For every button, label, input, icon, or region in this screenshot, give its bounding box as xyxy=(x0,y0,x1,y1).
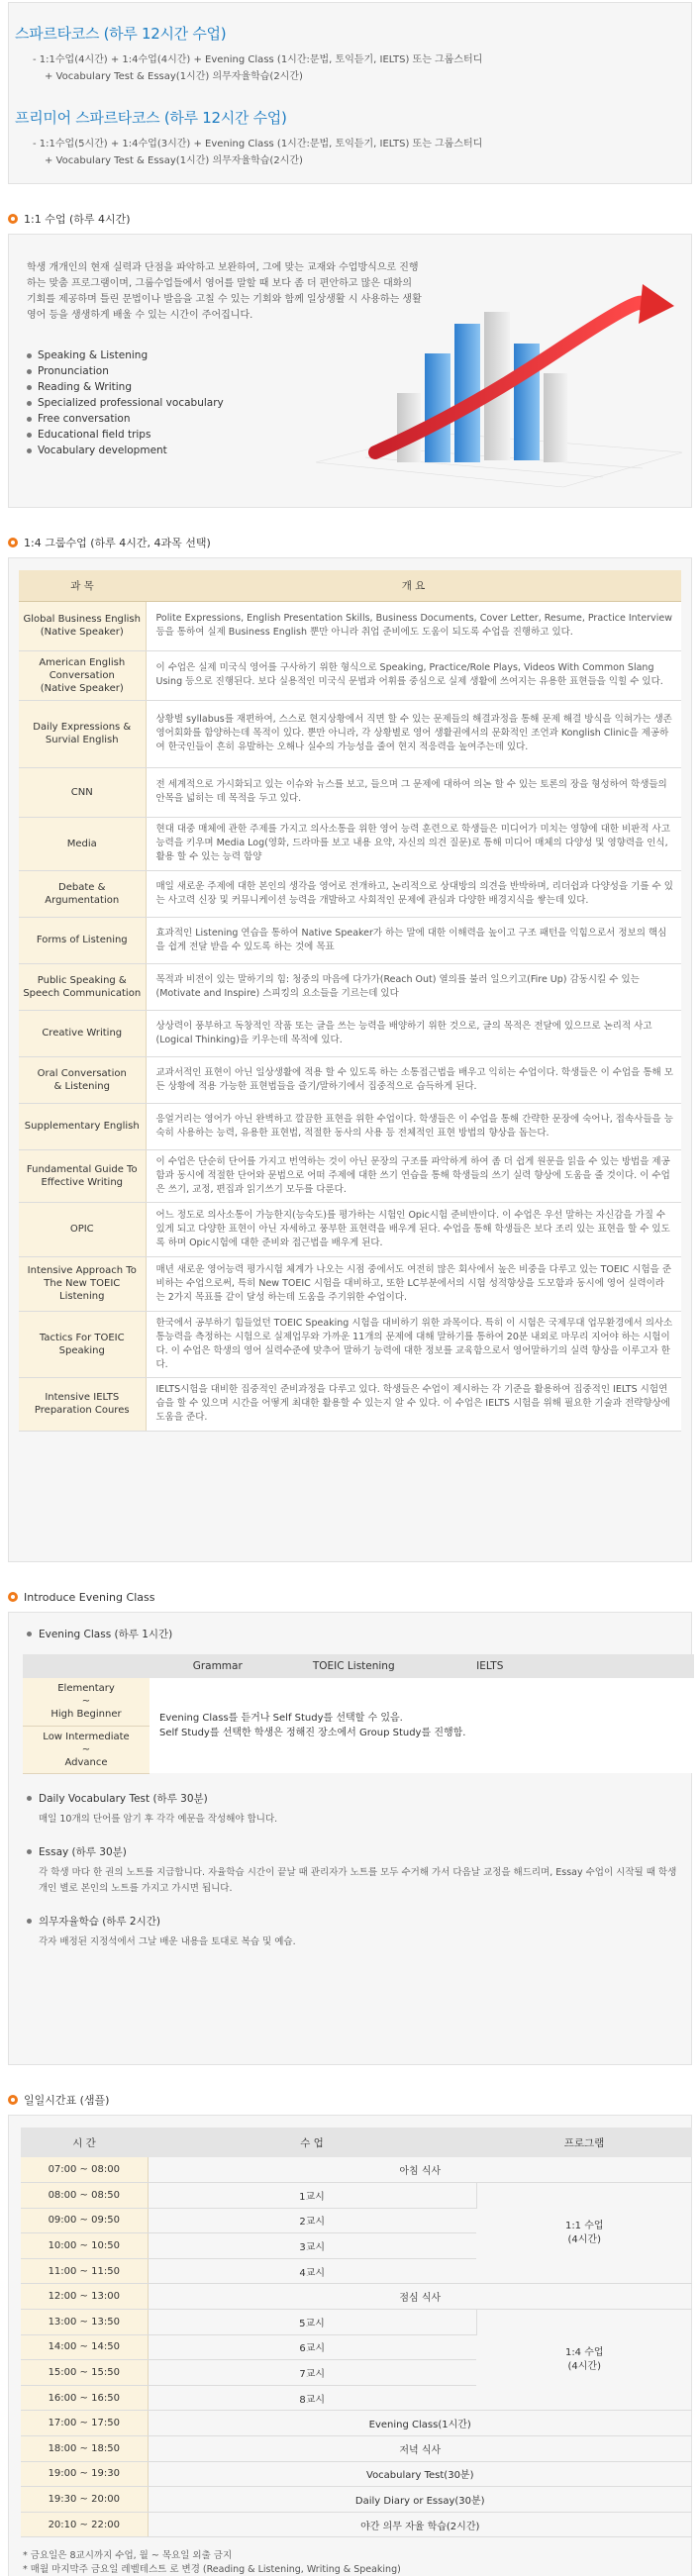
level-intermediate: Low Intermediate ~ Advance xyxy=(23,1726,150,1773)
table-row xyxy=(21,2461,692,2487)
timetable-notes xyxy=(21,2549,679,2576)
timetable-note: * 매월 마지막주 금요일 레벨테스트 로 변경 (Reading & Listening, Writing & Speaking) xyxy=(23,2564,401,2576)
table-row xyxy=(19,1010,681,1056)
time-cell: 12:00 ~ 13:00 xyxy=(21,2284,148,2310)
table-row xyxy=(21,2310,692,2335)
table-row xyxy=(19,817,681,870)
subject-cell: Public Speaking & Speech Communication xyxy=(19,963,146,1010)
premier-course-line-1: - 1:1수업(5시간) + 1:4수업(3시간) + Evening Class (1시간:문법, 토익듣기, IELTS) 또는 그룹스터디 xyxy=(33,139,483,149)
one-on-one-heading xyxy=(8,204,692,234)
course-summary-box xyxy=(8,2,692,184)
table-row xyxy=(21,2411,692,2436)
blank-column-header xyxy=(558,1654,695,1678)
one-on-one-box xyxy=(8,234,692,508)
program-column-header: 프로그램 xyxy=(476,2128,692,2157)
overview-cell: 교과서적인 표현이 아닌 일상생활에 적용 할 수 있도록 하는 소통접근법을 배우고 익히는 수업이다. 학생들은 이 수업을 통해 모든 상황에 적용 가능한 표현법들을 즐기/말하기에서 집중적으로 습득하게 된다. xyxy=(146,1056,681,1103)
class-column-header: 수 업 xyxy=(148,2128,476,2157)
table-row xyxy=(21,2183,692,2209)
table-row xyxy=(19,650,681,700)
time-cell: 19:30 ~ 20:00 xyxy=(21,2487,148,2513)
evening-item-title xyxy=(21,1911,679,1932)
subject-cell: CNN xyxy=(19,767,146,817)
bullet-icon xyxy=(8,2095,18,2105)
level-elementary: Elementary ~ High Beginner xyxy=(23,1678,150,1726)
timetable-box xyxy=(8,2115,692,2576)
evening-item xyxy=(21,1911,679,1950)
feature-label: Free conversation xyxy=(38,413,131,425)
subject-cell: Media xyxy=(19,817,146,870)
bullet-dot-icon xyxy=(27,1632,32,1636)
table-row xyxy=(21,2512,692,2537)
overview-cell: 어느 정도로 의사소통이 가능한지(능숙도)를 평가하는 시험인 Opic시험 준비반이다. 이 수업은 우선 말하는 자신감을 가질 수 있게 되고 다양한 표현이 아닌 자세하고 풍부한 표현력을 배우게 된다. 수업을 통해 학생들은 보다 조리 있는 표현을 할 수 있도록 하며 Opic시험에 대한 준비와 접근법을 배우게 된다. xyxy=(146,1202,681,1256)
class-cell: 저녁 식사 xyxy=(148,2436,692,2462)
subject-cell: Debate & Argumentation xyxy=(19,870,146,917)
subject-cell: Fundamental Guide To Effective Writing xyxy=(19,1149,146,1202)
one-on-one-heading-text: 1:1 수업 (하루 4시간) xyxy=(24,213,131,226)
bullet-icon xyxy=(8,538,18,547)
bullet-dot-icon xyxy=(27,385,32,390)
overview-cell: 응얼거리는 영어가 아닌 완벽하고 깔끔한 표현을 위한 수업이다. 학생들은 이 수업을 통해 간략한 문장에 숙어나, 접속사들을 능숙히 사용하는 능력, 유용한 표현법, 적절한 동사의 사용 등 전체적인 표현 방법의 향상을 돕는다. xyxy=(146,1103,681,1149)
time-cell: 08:00 ~ 08:50 xyxy=(21,2183,148,2209)
overview-cell: 상상력이 풍부하고 독창적인 작품 또는 글을 쓰는 능력을 배양하기 위한 것으로, 글의 목적은 전달에 있으므로 논리적 사고(Logical Thinking)을 키우는데 목적에 있다. xyxy=(146,1010,681,1056)
evening-item-body: 각자 배정된 지정석에서 그날 배운 내용을 토대로 복습 및 예습. xyxy=(39,1935,296,1947)
evening-class-heading xyxy=(8,1582,692,1612)
feature-label: Specialized professional vocabulary xyxy=(38,397,224,409)
time-cell: 15:00 ~ 15:50 xyxy=(21,2360,148,2386)
class-cell: 5교시 xyxy=(148,2310,476,2335)
bullet-dot-icon xyxy=(27,417,32,422)
class-cell: Vocabulary Test(30분) xyxy=(148,2461,692,2487)
timetable-table xyxy=(21,2128,692,2537)
evening-item-body: 각 학생 마다 한 권의 노트를 지급합니다. 자율학습 시간이 끝날 때 관리자가 노트를 모두 수거해 가서 다음날 교정을 해드리며, Essay 수업이 시작될 때 학생 개인 별로 본인의 노트를 가지고 가시면 됩니다. xyxy=(39,1866,677,1894)
bullet-dot-icon xyxy=(27,448,32,453)
evening-class-desc xyxy=(150,1678,694,1773)
class-cell: 1교시 xyxy=(148,2183,476,2209)
table-row xyxy=(19,1149,681,1202)
evening-item-body: 매일 10개의 단어를 암기 후 각각 예문을 작성해야 합니다. xyxy=(39,1813,278,1825)
table-row xyxy=(19,1256,681,1311)
overview-cell: 매년 새로운 영어능력 평가시험 체계가 나오는 시점 중에서도 여전히 많은 회사에서 높은 비중을 다루고 있는 TOEIC 시험을 준비하는 수업으로써, 특히 New TOEIC 시험을 대비하고, 또한 LC부분에서의 시험 성적향상을 도모함과 동시에 영어 실력이라는 2가지 목표를 같이 달성 하는데 도움을 주기위한 수업이다. xyxy=(146,1256,681,1311)
program-cell: 1:4 수업 (4시간) xyxy=(476,2310,692,2411)
subject-cell: Tactics For TOEIC Speaking xyxy=(19,1311,146,1377)
class-cell: 야간 의무 자율 학습(2시간) xyxy=(148,2512,692,2537)
one-on-one-intro: 학생 개개인의 현재 실력과 단점을 파악하고 보완하여, 그에 맞는 교재와 수업방식으로 진행하는 맞춤 프로그램이며, 그룹수업들에서 영어를 말할 때 보다 좀 더 편안하고 많은 대화의 기회를 제공하며 틀린 문법이나 발음을 고칠 수 있는 기회와 함께 일상생활 시 사용하는 생활 영어 등을 생생하게 배울 수 있는 시간이 주어집니다. xyxy=(27,262,422,321)
program-cell: 1:1 수업 (4시간) xyxy=(476,2183,692,2284)
class-cell: 아침 식사 xyxy=(148,2157,692,2183)
subject-cell: Daily Expressions & Survial English xyxy=(19,700,146,767)
subject-cell: Forms of Listening xyxy=(19,917,146,963)
time-cell: 13:00 ~ 13:50 xyxy=(21,2310,148,2335)
table-row xyxy=(19,1103,681,1149)
group-subjects-table xyxy=(19,570,681,1432)
time-cell: 11:00 ~ 11:50 xyxy=(21,2258,148,2284)
evening-item-title-text: Essay (하루 30분) xyxy=(39,1846,127,1858)
subject-cell: Oral Conversation & Listening xyxy=(19,1056,146,1103)
evening-item-title xyxy=(21,1788,679,1810)
overview-cell: IELTS시험을 대비한 집중적인 준비과정을 다루고 있다. 학생들은 수업이 제시하는 각 기준을 활용하여 집중적인 IELTS 시험연습을 할 수 있으며 시간을 어떻게 최대한 활용할 수 있는지 알 수 있다. 이 수업은 IELTS 시험을 위해 필요한 기술과 전략향상에 도움을 준다. xyxy=(146,1377,681,1431)
overview-cell: Polite Expressions, English Presentation Skills, Business Documents, Cover Letter, Resume, Practice Interview 등을 통하여 실제 Business English 뿐만 아니라 취업 준비에도 도움이 되도록 수업을 진행하고 있다. xyxy=(146,601,681,650)
bullet-icon xyxy=(8,1592,18,1602)
evening-item-title-text: Daily Vocabulary Test (하루 30분) xyxy=(39,1793,208,1805)
group-class-box xyxy=(8,557,692,1562)
overview-cell: 매일 새로운 주제에 대한 본인의 생각을 영어로 전개하고, 논리적으로 상대방의 의견을 반박하며, 리더쉽과 다양성을 기를 수 있는 사고력 신장 및 커뮤니케이션 능력을 개발하고 사회적인 문제에 관심과 다양한 배경지식을 쌓는데 있다. xyxy=(146,870,681,917)
evening-class-desc-1: Evening Class를 듣거나 Self Study를 선택할 수 있음. xyxy=(159,1713,403,1724)
feature-label: Reading & Writing xyxy=(38,381,132,393)
table-row xyxy=(21,2284,692,2310)
group-class-heading-text: 1:4 그룹수업 (하루 4시간, 4과목 선택) xyxy=(24,537,211,549)
sparta-course-line-1: - 1:1수업(4시간) + 1:4수업(4시간) + Evening Class (1시간:문법, 토익듣기, IELTS) 또는 그룹스터디 xyxy=(33,54,483,65)
timetable-heading xyxy=(8,2085,692,2115)
overview-cell: 현대 대중 매체에 관한 주제를 가지고 의사소통을 위한 영어 능력 훈련으로 학생들은 미디어가 미치는 영향에 대한 비판적 사고능력을 키우며 Media Log(영화, 드라마를 보고 내용 요약, 자신의 의견 질문)로 통해 미디어 매체의 다양성 및 영향력을 인식, 활용 할 수 있는 능력 함양 xyxy=(146,817,681,870)
table-row xyxy=(19,1377,681,1431)
group-class-heading xyxy=(8,528,692,557)
table-row xyxy=(19,1202,681,1256)
class-cell: 2교시 xyxy=(148,2208,476,2233)
time-cell: 19:00 ~ 19:30 xyxy=(21,2461,148,2487)
timetable-heading-text: 일일시간표 (샘플) xyxy=(24,2094,110,2107)
subject-cell: Creative Writing xyxy=(19,1010,146,1056)
evening-class-box xyxy=(8,1612,692,2065)
timetable-note: * 금요일은 8교시까지 수업, 월 ~ 목요일 외출 금지 xyxy=(23,2550,233,2562)
overview-cell: 한국에서 공부하기 힘들었던 TOEIC Speaking 시험을 대비하기 위한 과목이다. 특히 이 시험은 국제무대 업무환경에서 의사소통능력을 측정하는 시험으로 실제업무와 가까운 11개의 문제에 대해 말하기를 통하여 20분 내외로 마무리 지어야 하는 시험이다. 이 수업은 학생의 영어 실력수준에 맞추어 말하기 능력에 대한 정보를 교육함으로서 영어말하기의 실력 향상을 이루고자 한다. xyxy=(146,1311,681,1377)
evening-item xyxy=(21,1788,679,1828)
overview-cell: 전 세계적으로 가시화되고 있는 이슈와 뉴스를 보고, 들으며 그 문제에 대하여 의논 할 수 있는 토론의 장을 형성하여 학생들의 안목을 넓히는 데 목적을 두고 있다. xyxy=(146,767,681,817)
feature-label: Educational field trips xyxy=(38,429,151,441)
subject-cell: OPIC xyxy=(19,1202,146,1256)
subject-cell: American English Conversation (Native Speaker) xyxy=(19,650,146,700)
evening-class-label xyxy=(21,1623,679,1644)
class-cell: 3교시 xyxy=(148,2233,476,2259)
overview-cell: 효과적인 Listening 연습을 통하여 Native Speaker가 하는 말에 대한 이해력을 높이고 구조 패턴을 익힘으로서 정보의 핵심을 쉽게 전달 받을 수 있도록 하는 것에 목표 xyxy=(146,917,681,963)
evening-class-desc-2: Self Study를 선택한 학생은 정해진 장소에서 Group Study를 진행함. xyxy=(159,1728,466,1738)
overview-cell: 이 수업은 단순히 단어를 가지고 번역하는 것이 아닌 문장의 구조를 파악하게 하여 좀 더 쉽게 원문을 읽을 수 있는 방법을 제공함과 동시에 적절한 단어와 문법으로 어떠 주제에 대한 쓰기 연습을 통해 학생들의 쓰기 실력 향상에 도움을 줄 것이다. 이 수업은 쓰기, 교정, 편집과 읽기쓰기 모두를 다룬다. xyxy=(146,1149,681,1202)
class-cell: 8교시 xyxy=(148,2385,476,2411)
table-row xyxy=(21,2487,692,2513)
class-cell: 점심 식사 xyxy=(148,2284,692,2310)
toeic-listening-column-header: TOEIC Listening xyxy=(286,1654,423,1678)
overview-cell: 상황별 syllabus를 재편하여, 스스로 현지상황에서 직면 할 수 있는 문제들의 해결과정을 통해 문제 해결 방식을 익혀가는 생존영어회화를 함양하는데 목적이 있다. 뿐만 아니라, 각 상황별로 영어 생활권에서의 문화적인 조언과 Konglish Clinic을 제공하여 한국인들이 흔히 유발하는 오해나 실수의 가능성을 줄여 현지 적응력을 높여주는데 있다. xyxy=(146,700,681,767)
ielts-column-header: IELTS xyxy=(422,1654,558,1678)
evening-items xyxy=(21,1788,679,1950)
feature-label: Vocabulary development xyxy=(38,445,167,456)
evening-class-table xyxy=(23,1654,694,1774)
subject-column-header: 과 목 xyxy=(19,570,146,601)
class-cell: 4교시 xyxy=(148,2258,476,2284)
bullet-icon xyxy=(8,214,18,224)
bullet-dot-icon xyxy=(27,1849,32,1854)
grammar-column-header: Grammar xyxy=(150,1654,286,1678)
bullet-dot-icon xyxy=(27,401,32,406)
overview-cell: 목적과 비전이 있는 말하기의 힘: 청중의 마음에 다가가(Reach Out) 열의를 불러 일으키고(Fire Up) 감동시킬 수 있는 (Motivate and Inspire) 스피킹의 요소들을 기르는데 있다 xyxy=(146,963,681,1010)
time-column-header: 시 간 xyxy=(21,2128,148,2157)
time-cell: 16:00 ~ 16:50 xyxy=(21,2385,148,2411)
evening-class-label-text: Evening Class (하루 1시간) xyxy=(39,1628,173,1640)
table-row xyxy=(19,1311,681,1377)
level-column-header xyxy=(23,1654,150,1678)
time-cell: 07:00 ~ 08:00 xyxy=(21,2157,148,2183)
time-cell: 10:00 ~ 10:50 xyxy=(21,2233,148,2259)
table-row xyxy=(21,2436,692,2462)
subject-cell: Intensive IELTS Preparation Coures xyxy=(19,1377,146,1431)
subject-cell: Global Business English (Native Speaker) xyxy=(19,601,146,650)
subject-cell: Supplementary English xyxy=(19,1103,146,1149)
feature-label: Speaking & Listening xyxy=(38,349,149,361)
premier-course-line-2: + Vocabulary Test & Essay(1시간) 의무자율학습(2시간) xyxy=(45,155,303,166)
time-cell: 20:10 ~ 22:00 xyxy=(21,2512,148,2537)
overview-cell: 이 수업은 실제 미국식 영어를 구사하기 위한 형식으로 Speaking, Practice/Role Plays, Videos With Common Slang Using 등으로 진행된다. 보다 실용적인 미국식 문법과 어휘를 중심으로 실제 생활에 쓰여지는 유용한 표현들을 익힐 수 있다. xyxy=(146,650,681,700)
bullet-dot-icon xyxy=(27,369,32,374)
feature-label: Pronunciation xyxy=(38,365,109,377)
evening-item xyxy=(21,1841,679,1897)
sparta-course-title: 스파르타코스 (하루 12시간 수업) xyxy=(15,25,227,43)
sparta-course-line-2: + Vocabulary Test & Essay(1시간) 의무자율학습(2시간) xyxy=(45,71,303,82)
table-row xyxy=(19,601,681,650)
table-row xyxy=(19,767,681,817)
table-row xyxy=(19,917,681,963)
class-cell: 6교시 xyxy=(148,2334,476,2360)
evening-class-heading-text: Introduce Evening Class xyxy=(24,1590,155,1604)
bullet-dot-icon xyxy=(27,433,32,438)
evening-item-title-text: 의무자율학습 (하루 2시간) xyxy=(39,1916,160,1928)
table-row xyxy=(19,870,681,917)
subject-cell: Intensive Approach To The New TOEIC Listening xyxy=(19,1256,146,1311)
table-row xyxy=(19,1056,681,1103)
time-cell: 17:00 ~ 17:50 xyxy=(21,2411,148,2436)
class-cell: Evening Class(1시간) xyxy=(148,2411,692,2436)
time-cell: 14:00 ~ 14:50 xyxy=(21,2334,148,2360)
overview-column-header: 개 요 xyxy=(146,570,681,601)
time-cell: 09:00 ~ 09:50 xyxy=(21,2208,148,2233)
table-row xyxy=(21,2157,692,2183)
class-cell: Daily Diary or Essay(30분) xyxy=(148,2487,692,2513)
bullet-dot-icon xyxy=(27,1919,32,1924)
table-row xyxy=(19,963,681,1010)
class-cell: 7교시 xyxy=(148,2360,476,2386)
time-cell: 18:00 ~ 18:50 xyxy=(21,2436,148,2462)
bar-chart-illustration xyxy=(306,284,692,502)
premier-course-title: 프리미어 스파르타코스 (하루 12시간 수업) xyxy=(15,109,287,127)
bullet-dot-icon xyxy=(27,353,32,358)
evening-item-title xyxy=(21,1841,679,1863)
bullet-dot-icon xyxy=(27,1796,32,1801)
table-row xyxy=(19,700,681,767)
